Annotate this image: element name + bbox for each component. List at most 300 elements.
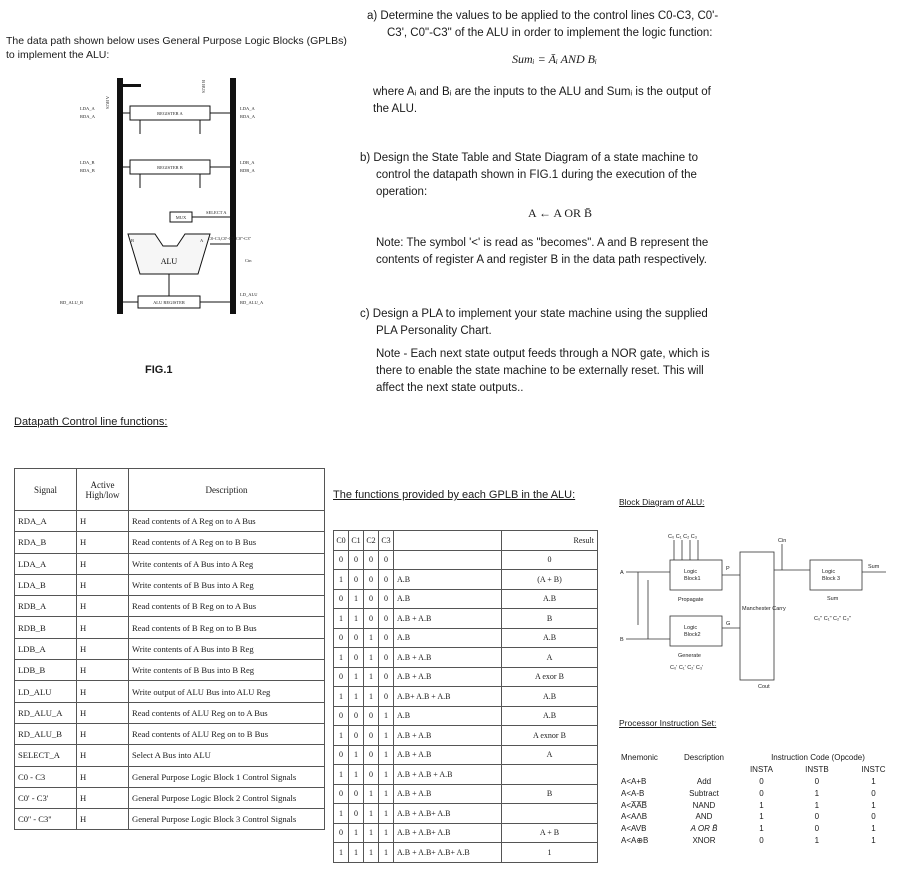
- gplb-control-bit: 0: [379, 667, 394, 687]
- gplb-control-bit: 1: [334, 726, 349, 746]
- alu-register-label: ALU REGISTER: [153, 300, 185, 305]
- gplb-result: A exor B: [502, 667, 598, 687]
- gplb-control-bit: 0: [379, 628, 394, 648]
- gplb-expression: A.B + A.B: [394, 726, 502, 746]
- signal-name: RDA_B: [15, 532, 77, 553]
- alu-b-input: B: [131, 238, 135, 243]
- signal-description: Write output of ALU Bus into ALU Reg: [129, 681, 325, 702]
- propagate-label: Propagate: [678, 597, 704, 603]
- rdb-a-label: RDB_A: [240, 168, 255, 173]
- logic-block-2-label-a: Logic: [684, 625, 698, 631]
- logic-block-3-label-a: Logic: [822, 569, 836, 575]
- fig1-caption: FIG.1: [145, 364, 173, 376]
- signal-active: H: [77, 596, 129, 617]
- signal-name: LD_ALU: [15, 681, 77, 702]
- part-b-text-3: operation:: [376, 186, 428, 198]
- signal-row: [15, 809, 325, 830]
- gplb-control-bit: 1: [349, 765, 364, 785]
- instr-mnemonic: A<AΛB: [621, 812, 648, 822]
- signal-active: H: [77, 787, 129, 808]
- instr-insta: 1: [759, 800, 764, 810]
- signal-row: [15, 723, 325, 744]
- gplb-control-bit: 1: [379, 726, 394, 746]
- gplb-expression: A.B + A.B: [394, 784, 502, 804]
- signal-description: Write contents of A Bus into A Reg: [129, 553, 325, 574]
- instr-instb: 0: [814, 824, 820, 834]
- gplb-control-bit: 0: [364, 589, 379, 609]
- signal-description: Write contents of B Bus into B Reg: [129, 660, 325, 681]
- instr-row: [619, 823, 902, 835]
- header-instb: INSTB: [805, 765, 829, 775]
- instruction-set-title: Processor Instruction Set:: [619, 718, 717, 728]
- gplb-expression: A.B+ A.B + A.B: [394, 687, 502, 707]
- gplb-row: [334, 784, 598, 804]
- b-input-label: B: [620, 637, 624, 643]
- logic-block-3-label-b: Block 3: [822, 576, 841, 582]
- gplb-expression: A.B: [394, 570, 502, 590]
- gplb-result: A: [502, 745, 598, 765]
- instr-mnemonic: A<AVB: [621, 824, 647, 834]
- gplb-row: [334, 726, 598, 746]
- gplb-control-bit: 0: [364, 706, 379, 726]
- gplb-control-bit: 1: [334, 570, 349, 590]
- signal-active: H: [77, 745, 129, 766]
- cout-label: Cout: [758, 684, 770, 690]
- instr-description: NAND: [692, 800, 716, 810]
- gplb-row: [334, 823, 598, 843]
- signal-name: LDA_B: [15, 574, 77, 595]
- gplb-control-bit: 0: [334, 823, 349, 843]
- gplb-table: [333, 530, 598, 863]
- instr-mnemonic: A<A-B: [621, 788, 645, 798]
- part-c-note-2: there to enable the state machine to be externally reset. This will: [376, 365, 704, 377]
- header-result: Result: [502, 531, 598, 551]
- instr-mnemonic: A<A⊕B: [621, 835, 649, 845]
- part-a-text-3: where Aᵢ and Bᵢ are the inputs to the ALU and Sumᵢ is the output of: [373, 86, 711, 98]
- c-top-label: C₀ C₁ C₂ C₃: [668, 534, 697, 540]
- gplb-control-bit: 1: [364, 667, 379, 687]
- mux-label: MUX: [175, 215, 187, 220]
- a-input-label: A: [620, 570, 624, 576]
- gplb-control-bit: 0: [349, 570, 364, 590]
- gplb-result: A.B: [502, 687, 598, 707]
- gplb-control-bit: 1: [364, 648, 379, 668]
- gplb-control-bit: 1: [349, 745, 364, 765]
- intro-line-1: The data path shown below uses General Purpose Logic Blocks (GPLBs): [6, 35, 347, 47]
- signal-row: [15, 787, 325, 808]
- header-c1: C1: [349, 531, 364, 551]
- gplb-row: [334, 609, 598, 629]
- header-c0: C0: [334, 531, 349, 551]
- gplb-control-bit: 0: [334, 784, 349, 804]
- signal-table-header: [15, 469, 325, 511]
- logic-block-1-label-a: Logic: [684, 569, 698, 575]
- signal-name: RD_ALU_A: [15, 702, 77, 723]
- signal-row: [15, 766, 325, 787]
- gplb-control-bit: 0: [364, 745, 379, 765]
- gplb-expression: [394, 550, 502, 570]
- instr-instb: 0: [814, 776, 820, 786]
- ldb-a-label: LDB_A: [240, 160, 255, 165]
- instr-row: [619, 799, 902, 811]
- gplb-control-bit: 0: [379, 648, 394, 668]
- signal-active: H: [77, 511, 129, 532]
- datapath-figure: [60, 76, 285, 316]
- rd-alu-b-label: RD_ALU_B: [60, 300, 84, 305]
- signal-active: H: [77, 532, 129, 553]
- gplb-control-bit: 1: [364, 784, 379, 804]
- signal-name: SELECT_A: [15, 745, 77, 766]
- gplb-expression: A.B + A.B: [394, 667, 502, 687]
- instr-instc: 1: [871, 835, 876, 845]
- signal-name: C0'' - C3'': [15, 809, 77, 830]
- gplb-result: A.B: [502, 589, 598, 609]
- gplb-row: [334, 804, 598, 824]
- gplb-control-bit: 1: [364, 628, 379, 648]
- gplb-control-bit: 0: [334, 667, 349, 687]
- signal-name: LDB_A: [15, 638, 77, 659]
- signal-row: [15, 638, 325, 659]
- generate-label: Generate: [678, 653, 701, 659]
- instr-instc: 1: [871, 776, 876, 786]
- control-lines-title: Datapath Control line functions:: [14, 416, 168, 428]
- c-right-label: C₀" C₁" C₂" C₃": [814, 616, 851, 622]
- lda-a-right-label: LDA_A: [240, 106, 255, 111]
- g-label: G: [726, 621, 731, 627]
- rda-a-right-label: RDA_A: [240, 114, 256, 119]
- gplb-control-bit: 0: [364, 609, 379, 629]
- instr-row: [619, 787, 902, 799]
- intro-line-2: to implement the ALU:: [6, 49, 110, 61]
- signal-row: [15, 660, 325, 681]
- gplb-control-bit: 0: [379, 609, 394, 629]
- gplb-result: A.B: [502, 706, 598, 726]
- select-a-label: SELECT A: [206, 210, 227, 215]
- gplb-control-bit: 1: [349, 687, 364, 707]
- lda-b-left-label: LDA_B: [80, 160, 95, 165]
- gplb-control-bit: 0: [379, 570, 394, 590]
- register-a-label: REGISTER A: [157, 111, 183, 116]
- gplb-row: [334, 648, 598, 668]
- signal-active: H: [77, 809, 129, 830]
- instr-instb: 1: [814, 788, 820, 798]
- logic-block-3: [810, 560, 862, 590]
- header-opcode: Instruction Code (Opcode): [771, 753, 865, 763]
- gplb-result: A: [502, 648, 598, 668]
- signal-name: LDB_B: [15, 660, 77, 681]
- gplb-expression: A.B + A.B: [394, 609, 502, 629]
- signal-name: LDA_A: [15, 553, 77, 574]
- signal-description: Read contents of ALU Reg on to A Bus: [129, 702, 325, 723]
- part-c-note-1: Note - Each next state output feeds through a NOR gate, which is: [376, 348, 710, 360]
- gplb-expression: A.B: [394, 589, 502, 609]
- signal-description: Read contents of A Reg on to B Bus: [129, 532, 325, 553]
- gplb-control-bit: 0: [334, 628, 349, 648]
- alu-a-input: A: [200, 238, 204, 243]
- gplb-result: 0: [502, 550, 598, 570]
- gplb-control-bit: 1: [349, 609, 364, 629]
- signal-description: General Purpose Logic Block 1 Control Signals: [129, 766, 325, 787]
- header-description: Description: [129, 469, 325, 511]
- bus-b-label: B BUS: [201, 80, 206, 93]
- gplb-control-bit: 0: [364, 726, 379, 746]
- gplb-control-bit: 0: [379, 687, 394, 707]
- gplb-control-bit: 1: [334, 765, 349, 785]
- bus-a: [117, 78, 123, 314]
- gplb-row: [334, 745, 598, 765]
- instr-description: AND: [695, 812, 713, 822]
- signal-row: [15, 596, 325, 617]
- gplb-control-bit: 0: [334, 706, 349, 726]
- signal-description: Read contents of B Reg on to A Bus: [129, 596, 325, 617]
- instr-row: [619, 811, 902, 823]
- rda-a-label: RDA_A: [80, 114, 96, 119]
- header-signal: Signal: [15, 469, 77, 511]
- instr-description: A OR B̄: [690, 824, 718, 834]
- instruction-table: [619, 752, 902, 846]
- gplb-control-bit: 0: [349, 804, 364, 824]
- instr-insta: 1: [759, 824, 764, 834]
- gplb-control-bit: 1: [364, 843, 379, 863]
- signal-row: [15, 574, 325, 595]
- gplb-control-bit: 1: [364, 823, 379, 843]
- gplb-control-bit: 0: [349, 550, 364, 570]
- signal-row: [15, 553, 325, 574]
- signal-description: Write contents of B Bus into A Reg: [129, 574, 325, 595]
- signal-name: C0 - C3: [15, 766, 77, 787]
- instr-insta: 0: [759, 835, 764, 845]
- gplb-control-bit: 1: [349, 589, 364, 609]
- gplb-control-bit: 0: [379, 550, 394, 570]
- signal-description: General Purpose Logic Block 3 Control Signals: [129, 809, 325, 830]
- gplb-expression: A.B + A.B+ A.B: [394, 804, 502, 824]
- gplb-control-bit: 1: [379, 765, 394, 785]
- gplb-row: [334, 765, 598, 785]
- signal-active: H: [77, 681, 129, 702]
- instr-description: XNOR: [692, 835, 716, 845]
- cin-block-label: Cin: [778, 538, 787, 544]
- manchester-label: Manchester Carry: [742, 606, 786, 612]
- signal-name: RDB_B: [15, 617, 77, 638]
- instr-subheader: [619, 764, 902, 776]
- instr-description: Add: [696, 776, 712, 786]
- header-active: Active High/low: [77, 469, 129, 511]
- signal-active: H: [77, 766, 129, 787]
- instr-header: [619, 752, 902, 764]
- signal-row: [15, 702, 325, 723]
- gplb-control-bit: 0: [349, 648, 364, 668]
- signal-name: C0' - C3': [15, 787, 77, 808]
- part-a-equation: Sumᵢ = Āᵢ AND Bᵢ: [512, 52, 597, 66]
- instr-mnemonic: A<A̅A̅B̅: [621, 800, 648, 810]
- signal-description: General Purpose Logic Block 2 Control Signals: [129, 787, 325, 808]
- instr-insta: 0: [759, 776, 764, 786]
- instr-instc: 0: [871, 812, 876, 822]
- header-instc: INSTC: [861, 765, 886, 775]
- gplb-result: [502, 765, 598, 785]
- gplb-expression: A.B + A.B+ A.B+ A.B: [394, 843, 502, 863]
- signal-row: [15, 681, 325, 702]
- instr-instc: 1: [871, 800, 876, 810]
- signal-description: Write contents of A Bus into B Reg: [129, 638, 325, 659]
- gplb-result: [502, 804, 598, 824]
- p-label: P: [726, 566, 730, 572]
- gplb-result: B: [502, 609, 598, 629]
- signal-row: [15, 532, 325, 553]
- sum-label: Sum: [827, 596, 839, 602]
- header-c3: C3: [379, 531, 394, 551]
- signal-description: Read contents of B Reg on to B Bus: [129, 617, 325, 638]
- gplb-row: [334, 843, 598, 863]
- alu-block-diagram: [618, 530, 910, 690]
- gplb-expression: A.B + A.B+ A.B: [394, 823, 502, 843]
- signal-active: H: [77, 638, 129, 659]
- gplb-row: [334, 570, 598, 590]
- signal-row: [15, 617, 325, 638]
- instr-instb: 1: [814, 835, 820, 845]
- c-bottom-label: C₀' C₁' C₂' C₃': [670, 665, 704, 671]
- signal-description: Read contents of ALU Reg on to B Bus: [129, 723, 325, 744]
- gplb-control-bit: 0: [334, 589, 349, 609]
- gplb-control-bit: 1: [379, 706, 394, 726]
- gplb-result: A.B: [502, 628, 598, 648]
- instr-instb: 0: [814, 812, 820, 822]
- logic-block-2: [670, 616, 722, 646]
- gplb-result: 1: [502, 843, 598, 863]
- gplb-control-bit: 0: [364, 765, 379, 785]
- gplb-control-bit: 1: [379, 745, 394, 765]
- lda-a-label: LDA_A: [80, 106, 95, 111]
- gplb-result: (A + B): [502, 570, 598, 590]
- header-expression: [394, 531, 502, 551]
- gplb-control-bit: 0: [364, 570, 379, 590]
- gplb-control-bit: 1: [349, 823, 364, 843]
- bus-a-label: A BUS: [105, 96, 110, 109]
- gplb-control-bit: 1: [364, 804, 379, 824]
- signal-active: H: [77, 702, 129, 723]
- signal-name: RDB_A: [15, 596, 77, 617]
- instr-insta: 1: [759, 812, 764, 822]
- signal-active: H: [77, 660, 129, 681]
- header-insta: INSTA: [749, 765, 773, 775]
- gplb-control-bit: 1: [334, 648, 349, 668]
- signal-row: [15, 511, 325, 532]
- gplb-control-bit: 0: [349, 784, 364, 804]
- part-b-text-1: b) Design the State Table and State Diagram of a state machine to: [360, 152, 698, 164]
- part-c-note-3: affect the next state outputs..: [376, 382, 524, 394]
- gplb-row: [334, 550, 598, 570]
- gplb-control-bit: 1: [379, 804, 394, 824]
- gplb-control-bit: 1: [334, 687, 349, 707]
- intro-text: [6, 34, 366, 62]
- rdb-b-left-label: RDA_B: [80, 168, 95, 173]
- instr-row: [619, 776, 902, 788]
- signal-active: H: [77, 723, 129, 744]
- gplb-control-bit: 1: [379, 843, 394, 863]
- signal-name: RDA_A: [15, 511, 77, 532]
- gplb-control-bit: 1: [334, 843, 349, 863]
- gplb-control-bit: 1: [364, 687, 379, 707]
- instr-row: [619, 835, 902, 847]
- block-diagram-title: Block Diagram of ALU:: [619, 497, 705, 507]
- gplb-result: A + B: [502, 823, 598, 843]
- gplb-header: [334, 531, 598, 551]
- instr-instc: 0: [871, 788, 876, 798]
- gplb-control-bit: 0: [349, 726, 364, 746]
- gplb-row: [334, 628, 598, 648]
- instr-insta: 0: [759, 788, 764, 798]
- part-c-text-2: PLA Personality Chart.: [376, 325, 492, 337]
- gplb-row: [334, 687, 598, 707]
- register-b-label: REGISTER B: [157, 165, 183, 170]
- alu-shape: [128, 234, 210, 274]
- part-b-note-2: contents of register A and register B in the data path respectively.: [376, 254, 707, 266]
- gplb-control-bit: 1: [379, 784, 394, 804]
- gplb-expression: A.B + A.B + A.B: [394, 765, 502, 785]
- logic-block-1-label-b: Block1: [684, 576, 701, 582]
- ld-alu-label: LD_ALU: [240, 292, 258, 297]
- signal-row: [15, 745, 325, 766]
- gplb-control-bit: 0: [364, 550, 379, 570]
- instr-mnemonic: A<A+B: [621, 776, 647, 786]
- signal-active: H: [77, 617, 129, 638]
- instr-description: Subtract: [689, 788, 719, 798]
- gplb-control-bit: 0: [334, 550, 349, 570]
- gplb-control-bit: 0: [379, 589, 394, 609]
- manchester-carry-box: [740, 552, 774, 680]
- header-mnemonic: Mnemonic: [621, 753, 658, 763]
- instr-instc: 1: [871, 824, 876, 834]
- signal-active: H: [77, 574, 129, 595]
- gplb-expression: A.B + A.B: [394, 648, 502, 668]
- gplb-control-bit: 1: [349, 843, 364, 863]
- cin-label: Cin: [245, 258, 252, 263]
- signal-table: [14, 468, 325, 830]
- instr-instb: 1: [814, 800, 820, 810]
- gplb-expression: A.B: [394, 706, 502, 726]
- gplb-result: B: [502, 784, 598, 804]
- logic-block-1: [670, 560, 722, 590]
- gplb-result: A exnor B: [502, 726, 598, 746]
- alu-label: ALU: [160, 257, 178, 266]
- gplb-expression: A.B: [394, 628, 502, 648]
- signal-name: RD_ALU_B: [15, 723, 77, 744]
- part-b-equation: A ← A OR B̄: [528, 206, 593, 220]
- gplb-control-bit: 1: [334, 609, 349, 629]
- gplb-control-bit: 1: [379, 823, 394, 843]
- gplb-control-bit: 0: [349, 706, 364, 726]
- part-c-text-1: c) Design a PLA to implement your state machine using the supplied: [360, 308, 708, 320]
- gplb-title: The functions provided by each GPLB in the ALU:: [333, 489, 576, 501]
- part-a-text-1: a) Determine the values to be applied to the control lines C0-C3, C0'-: [367, 10, 719, 22]
- gplb-expression: A.B + A.B: [394, 745, 502, 765]
- gplb-row: [334, 667, 598, 687]
- header-description: Description: [683, 753, 724, 763]
- signal-active: H: [77, 553, 129, 574]
- alu-control-label: C0-C3,C0'-C3',C0''-C3'': [208, 236, 252, 241]
- sum-output-label: Sum: [868, 564, 880, 570]
- bus-b: [230, 78, 236, 314]
- gplb-control-bit: 0: [349, 628, 364, 648]
- rd-alu-a-label: RD_ALU_A: [240, 300, 264, 305]
- gplb-control-bit: 1: [334, 804, 349, 824]
- part-b-note-1: Note: The symbol '<' is read as "becomes". A and B represent the: [376, 237, 709, 249]
- gplb-row: [334, 706, 598, 726]
- header-c2: C2: [364, 531, 379, 551]
- part-a-text-2: C3', C0"-C3" of the ALU in order to implement the logic function:: [387, 27, 713, 39]
- part-b-text-2: control the datapath shown in FIG.1 during the execution of the: [376, 169, 697, 181]
- gplb-control-bit: 0: [334, 745, 349, 765]
